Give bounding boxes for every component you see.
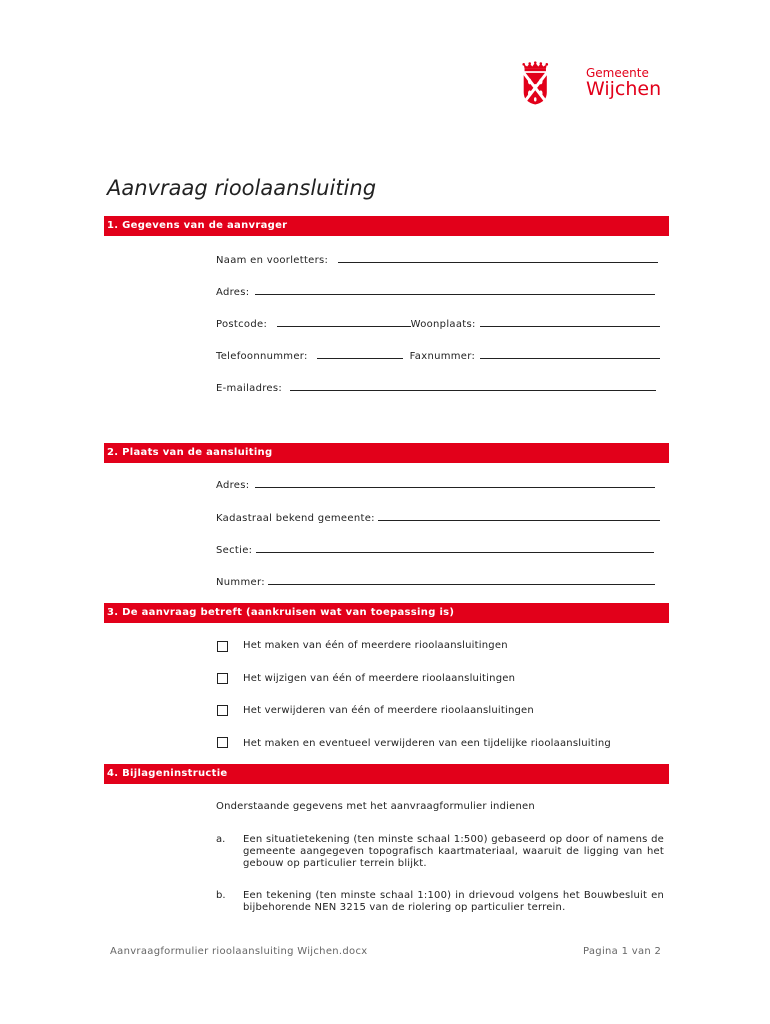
phone-label: Telefoonnummer: (216, 351, 308, 362)
page-title: Aanvraag rioolaansluiting (107, 176, 377, 200)
section-label: Sectie: (216, 545, 253, 556)
number-label: Nummer: (216, 577, 265, 588)
email-row (216, 381, 656, 394)
location-address-row (216, 478, 655, 491)
cadastral-field[interactable] (378, 511, 660, 521)
location-address-field[interactable] (255, 478, 655, 488)
address-row (216, 285, 655, 298)
section-2-heading: 2. Plaats van de aansluiting (104, 443, 669, 463)
item-a-label: a. (216, 834, 226, 845)
cadastral-label: Kadastraal bekend gemeente: (216, 513, 375, 524)
section-row (216, 543, 654, 556)
fax-field[interactable] (480, 349, 660, 359)
checkbox-temporary[interactable] (217, 737, 228, 748)
address-field[interactable] (255, 285, 655, 295)
fax-label: Faxnummer: (409, 351, 476, 362)
section-1-heading: 1. Gegevens van de aanvrager (104, 216, 669, 236)
checkbox-change[interactable] (217, 673, 228, 684)
name-label: Naam en voorletters: (216, 255, 329, 266)
email-field[interactable] (290, 381, 656, 391)
name-row (216, 253, 658, 266)
footer-page-number: Pagina 1 van 2 (583, 946, 662, 957)
cadastral-row (216, 511, 660, 524)
checkbox-remove[interactable] (217, 705, 228, 716)
city-field[interactable] (480, 317, 660, 327)
attachments-intro: Onderstaande gegevens met het aanvraagformulier indienen (216, 801, 535, 812)
option-remove-label: Het verwijderen van één of meerdere rioolaansluitingen (243, 705, 534, 716)
phone-row (216, 349, 660, 362)
email-label: E-mailadres: (216, 383, 283, 394)
section-field[interactable] (256, 543, 654, 553)
item-b-text: Een tekening (ten minste schaal 1:100) in drievoud volgens het Bouwbesluit en bijbehorende NEN 3215 van de riolering op particulier terrein. (243, 890, 664, 913)
item-b-label: b. (216, 890, 226, 901)
logo-text (586, 66, 661, 100)
logo-line2: Wijchen (586, 78, 662, 100)
section-4-heading: 4. Bijlageninstructie (104, 764, 669, 784)
city-label: Woonplaats: (410, 319, 476, 330)
option-temporary-label: Het maken en eventueel verwijderen van een tijdelijke rioolaansluiting (243, 738, 611, 749)
phone-field[interactable] (317, 349, 403, 359)
coat-of-arms-icon (522, 34, 584, 134)
footer-filename: Aanvraagformulier rioolaansluiting Wijchen.docx (110, 946, 368, 957)
option-change-label: Het wijzigen van één of meerdere rioolaansluitingen (243, 673, 516, 684)
number-field[interactable] (268, 575, 655, 585)
checkbox-make[interactable] (217, 641, 228, 652)
location-address-label: Adres: (216, 480, 250, 491)
item-a-text: Een situatietekening (ten minste schaal 1:500) gebaseerd op door of namens de gemeente aangegeven topografisch kaartmateriaal, waaruit de ligging van het gebouw op particulier terrein blijkt. (243, 834, 664, 869)
postcode-field[interactable] (277, 317, 411, 327)
postcode-label: Postcode: (216, 319, 268, 330)
address-label: Adres: (216, 287, 250, 298)
number-row (216, 575, 655, 588)
logo-line1: Gemeente (586, 66, 649, 80)
option-make-label: Het maken van één of meerdere rioolaansluitingen (243, 640, 508, 651)
postcode-row (216, 317, 660, 330)
section-3-heading: 3. De aanvraag betreft (aankruisen wat van toepassing is) (104, 603, 669, 623)
name-field[interactable] (338, 253, 658, 263)
